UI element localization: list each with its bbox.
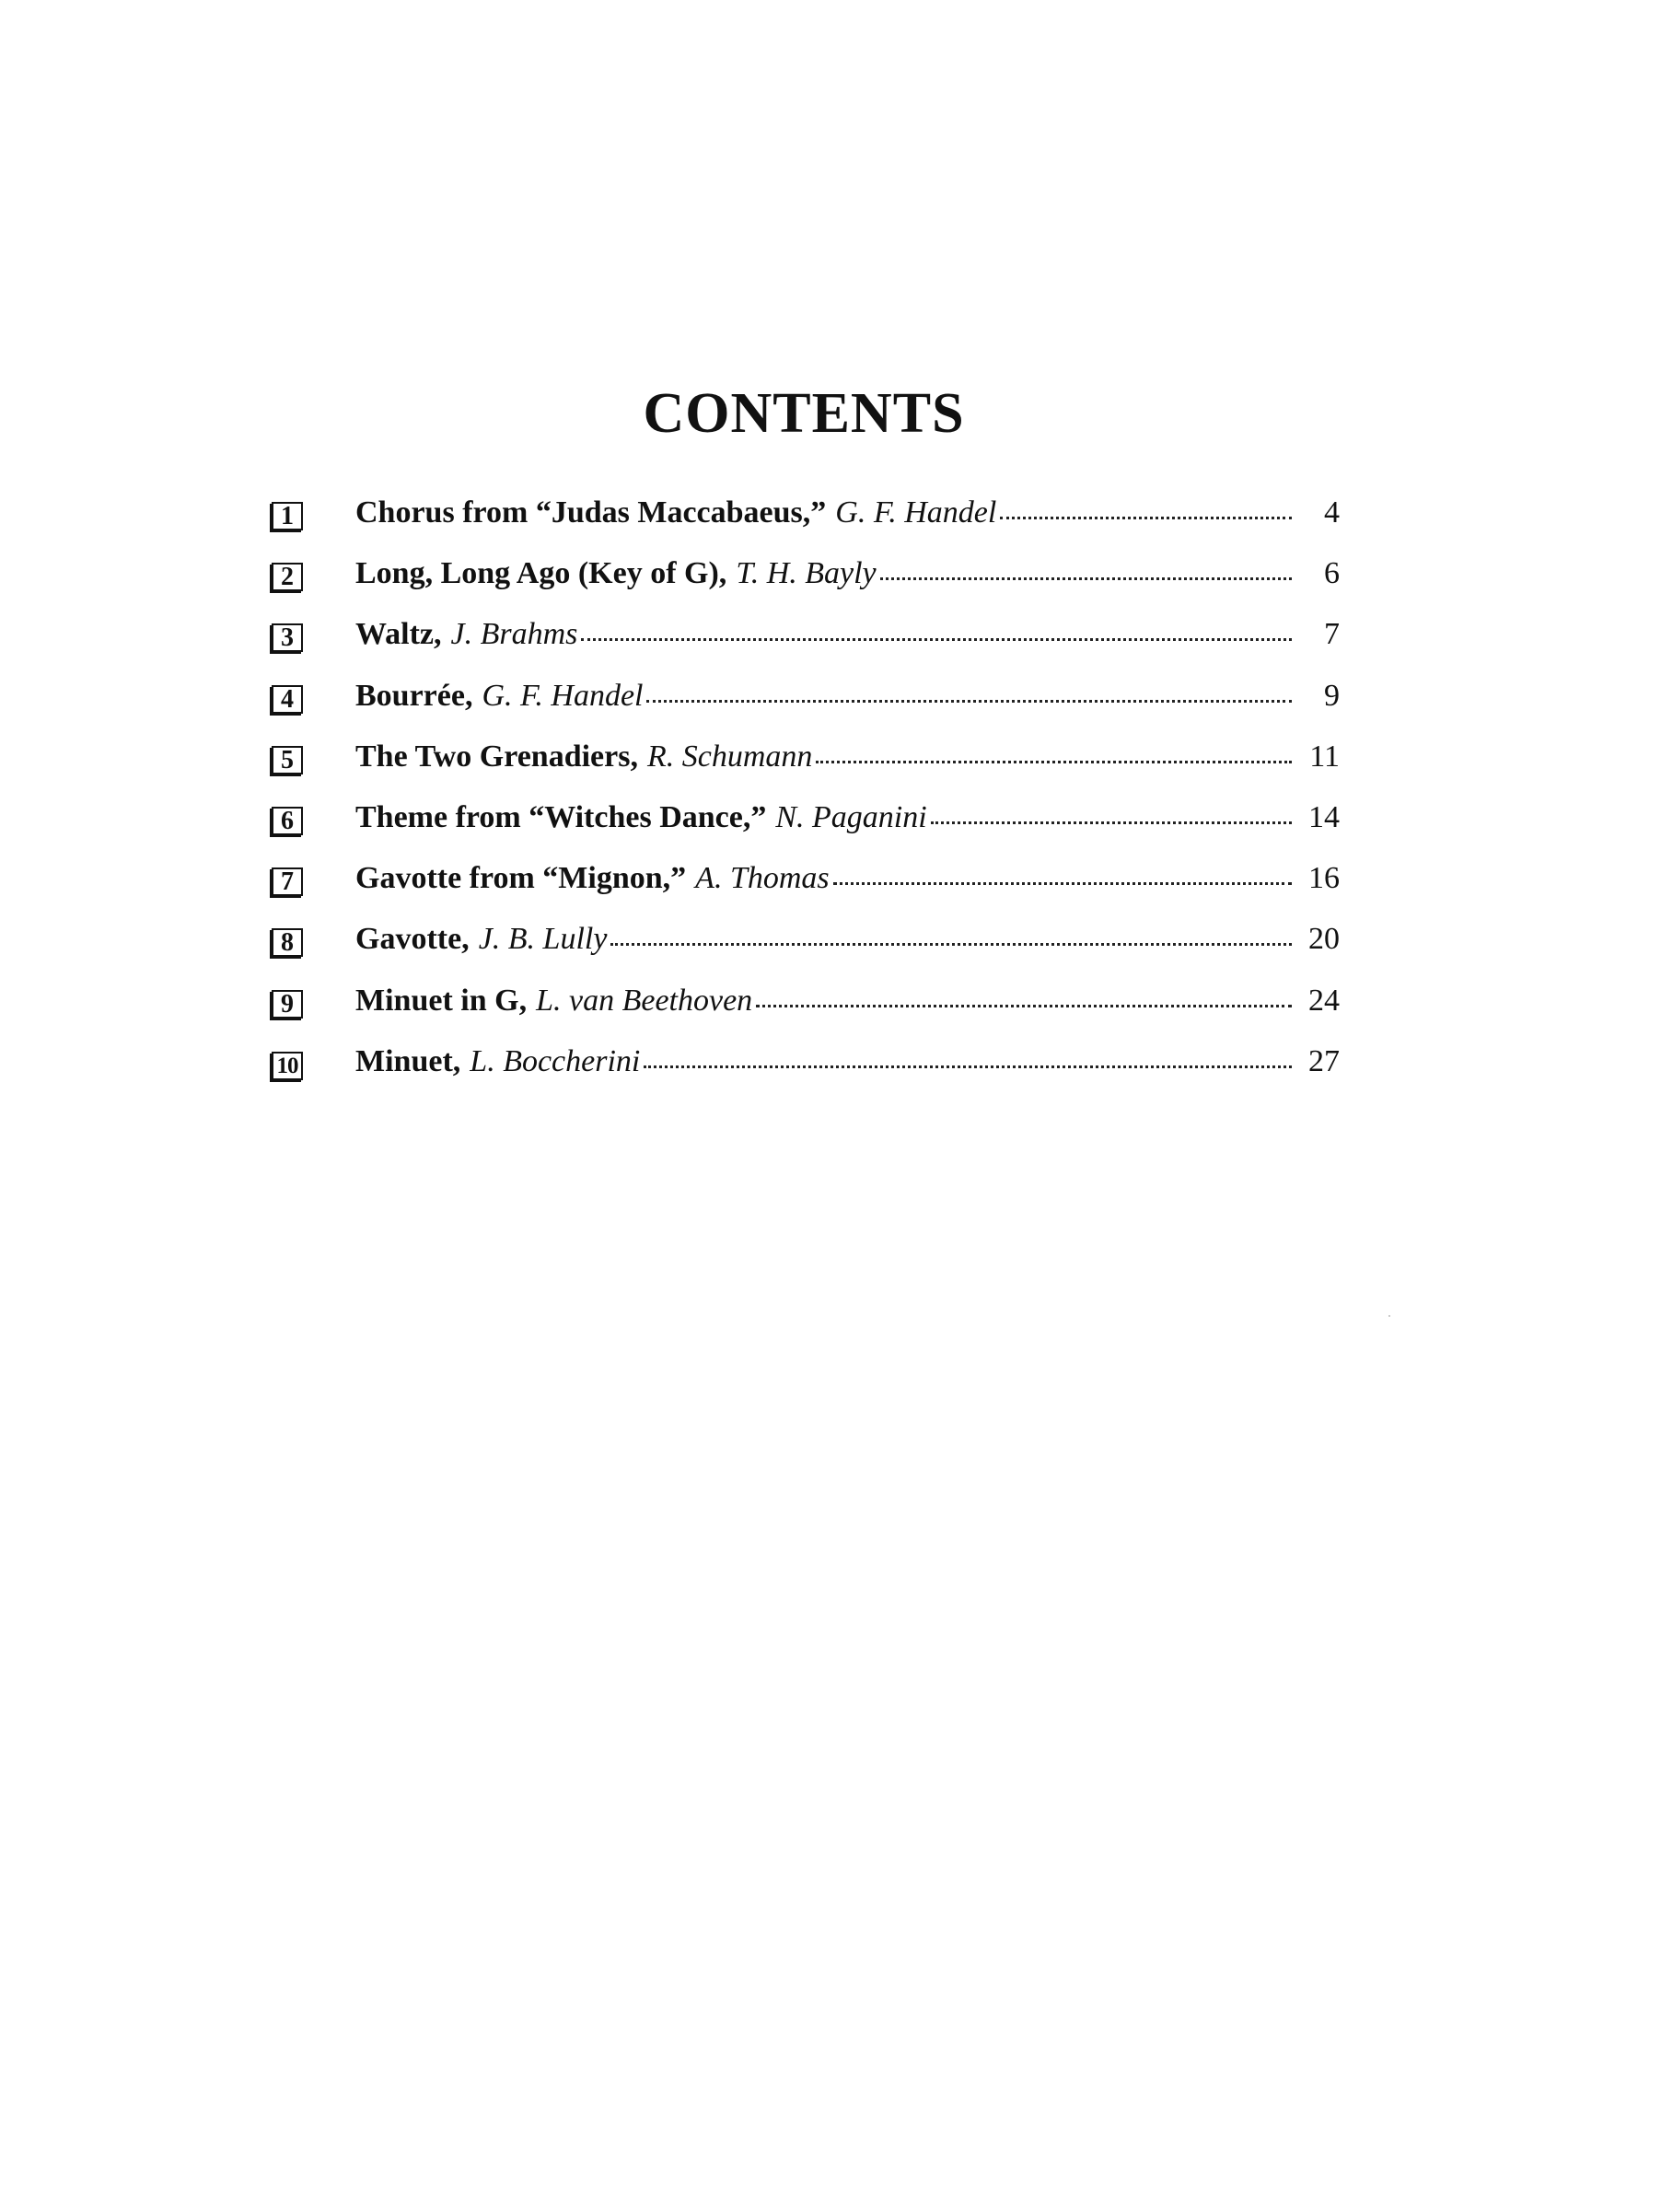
track-number-box: 4 (272, 685, 303, 714)
track-number-box: 1 (272, 502, 303, 530)
dot-leader (581, 638, 1292, 641)
toc-entry[interactable] (272, 619, 1340, 680)
toc-entry[interactable] (272, 924, 1340, 984)
page-number: 27 (1308, 1043, 1340, 1078)
table-of-contents (272, 497, 1340, 1107)
toc-entry[interactable] (272, 863, 1340, 924)
scan-speck (1388, 1315, 1390, 1317)
dot-leader (880, 577, 1292, 580)
page-number: 16 (1308, 861, 1340, 896)
dot-leader (644, 1065, 1292, 1068)
entry-title: Minuet, (355, 1043, 461, 1078)
entry-title: Gavotte from “Mignon,” (355, 861, 687, 896)
dot-leader (1000, 517, 1292, 519)
page-number: 7 (1324, 617, 1340, 652)
dot-leader (756, 1005, 1292, 1007)
entry-composer: N. Paganini (775, 799, 927, 834)
page-number: 11 (1309, 739, 1340, 774)
toc-entry[interactable] (272, 558, 1340, 619)
page-title: CONTENTS (643, 382, 965, 445)
entry-composer: G. F. Handel (835, 495, 997, 530)
dot-leader (931, 821, 1292, 824)
entry-composer: A. Thomas (695, 861, 830, 896)
page-number: 6 (1324, 556, 1340, 591)
entry-composer: J. Brahms (450, 617, 578, 652)
track-number-box: 8 (272, 928, 303, 957)
entry-title: Long, Long Ago (Key of G), (355, 556, 727, 591)
track-number-box: 2 (272, 563, 303, 591)
entry-title: The Two Grenadiers, (355, 739, 638, 774)
entry-title: Chorus from “Judas Maccabaeus,” (355, 495, 827, 530)
track-number-box: 9 (272, 990, 303, 1019)
toc-entry[interactable] (272, 497, 1340, 558)
entry-composer: L. van Beethoven (536, 983, 753, 1018)
entry-composer: L. Boccherini (470, 1043, 641, 1078)
dot-leader (816, 761, 1292, 763)
dot-leader (646, 700, 1292, 703)
dot-leader (610, 943, 1292, 946)
page-number: 24 (1308, 983, 1340, 1018)
entry-composer: T. H. Bayly (736, 556, 877, 591)
page-number: 4 (1324, 495, 1340, 530)
toc-entry[interactable] (272, 741, 1340, 802)
entry-composer: R. Schumann (646, 739, 813, 774)
page-number: 9 (1324, 678, 1340, 713)
entry-title: Minuet in G, (355, 983, 528, 1018)
entry-composer: J. B. Lully (478, 922, 608, 957)
track-number-box: 6 (272, 807, 303, 835)
dot-leader (833, 882, 1292, 885)
entry-title: Gavotte, (355, 922, 470, 957)
toc-entry[interactable] (272, 678, 1340, 741)
toc-entry[interactable] (272, 799, 1340, 863)
track-number-box: 3 (272, 623, 303, 652)
track-number-box: 10 (272, 1052, 303, 1080)
entry-composer: G. F. Handel (482, 678, 644, 713)
entry-title: Bourrée, (355, 678, 473, 713)
page-number: 14 (1308, 799, 1340, 834)
track-number-box: 7 (272, 867, 303, 896)
entry-title: Waltz, (355, 617, 442, 652)
entry-title: Theme from “Witches Dance,” (355, 799, 767, 834)
toc-entry[interactable] (272, 985, 1340, 1046)
track-number-box: 5 (272, 746, 303, 774)
page-number: 20 (1308, 922, 1340, 957)
toc-entry[interactable] (272, 1043, 1340, 1107)
